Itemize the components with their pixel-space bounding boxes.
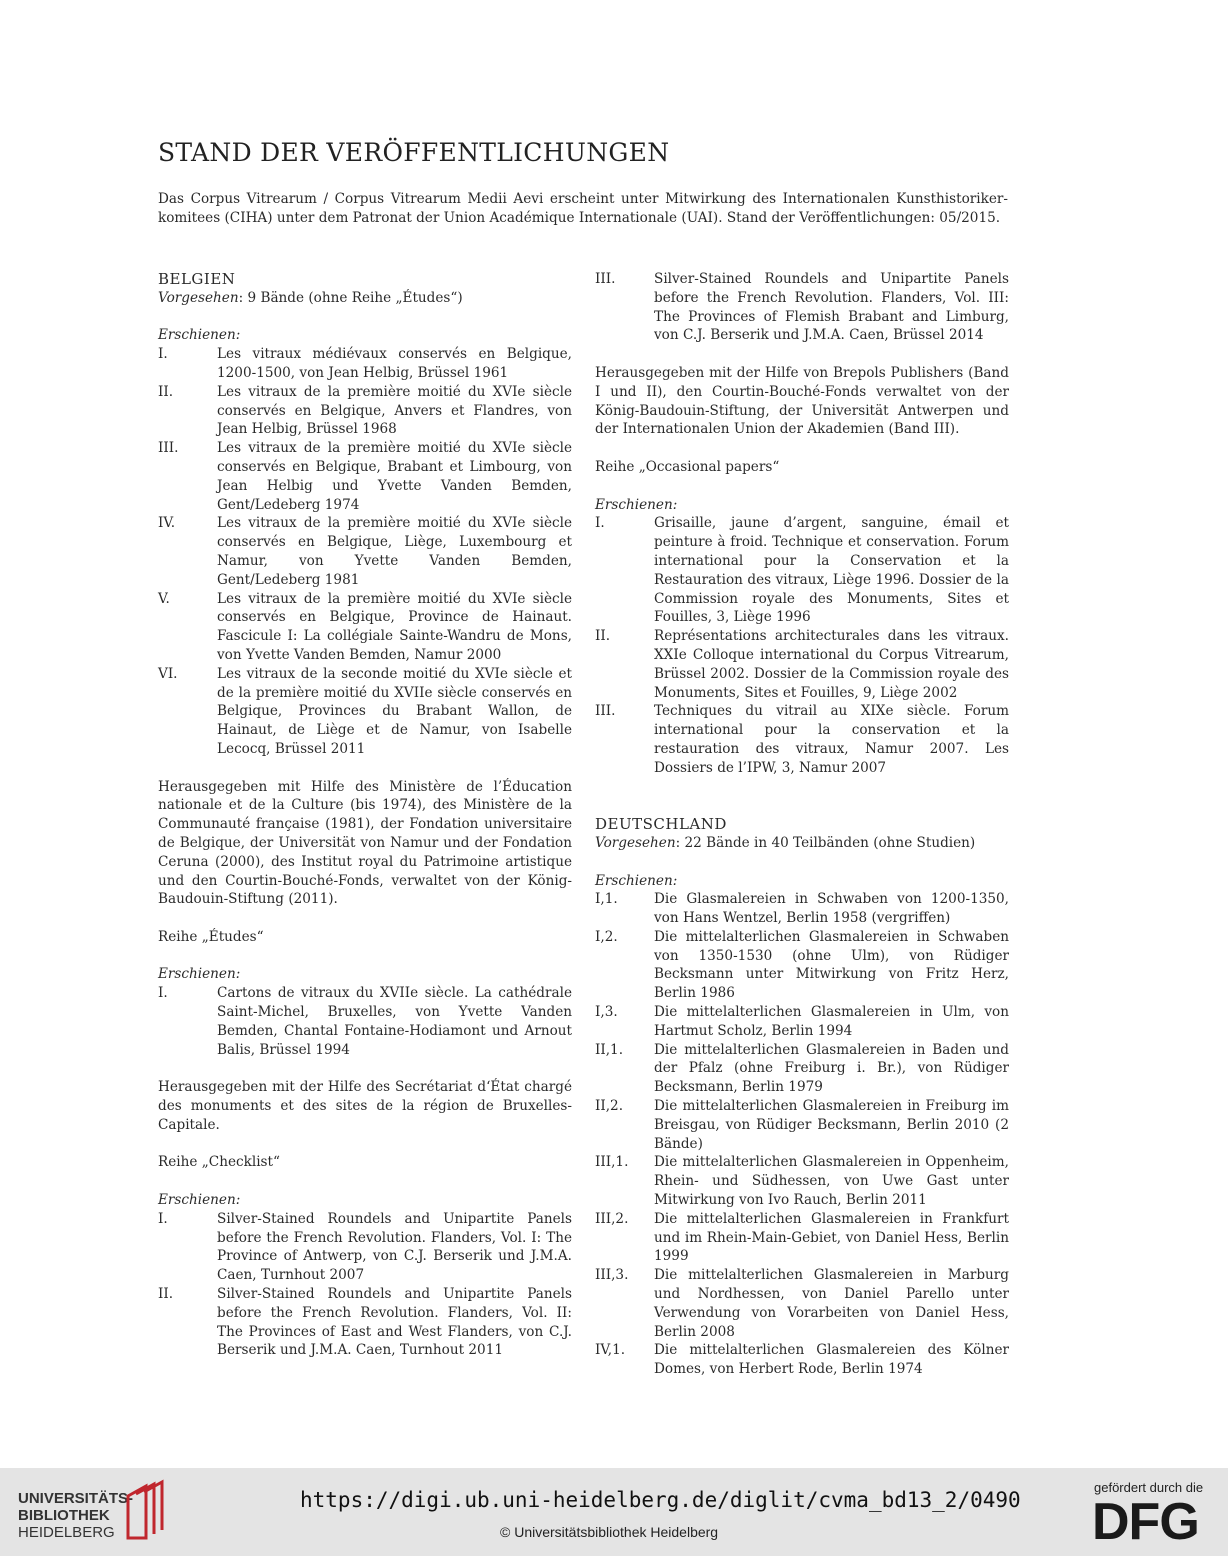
deutschland-list xyxy=(595,890,1009,1379)
published-label: Erschienen: xyxy=(158,327,241,344)
belgien-funding: Herausgegeben mit Hilfe des Ministère de l’Éducation nationale et de la Culture (bis 1974), des Ministère de la Communauté française (1981), der Fondation universitaire de Belgique, der Universität von Namur und der Fondation Ceruna (2000), des Institut royal du Patrimoine artistique und den Courtin-Bouché-Fonds, verwaltet von der König-Baudouin-Stiftung (2011). xyxy=(158,778,572,908)
item-number: II. xyxy=(595,628,611,645)
item-text: Silver-Stained Roundels and Unipartite Panels before the French Revolution. Flanders, Vol. II: The Provinces of East and West Flanders, von C.J. Berserik und J.M.A. Caen, Turnhout 2011 xyxy=(217,1286,572,1359)
item-text: Les vitraux de la première moitié du XVIe siècle conservés en Belgique, Anvers et Flandres, von Jean Helbig, Brüssel 1968 xyxy=(217,383,572,438)
item-text: Cartons de vitraux du XVIIe siècle. La cathédrale Saint-Michel, Bruxelles, von Yvette Vanden Bemden, Chantal Fontaine-Hodiamont und Arnout Balis, Brüssel 1994 xyxy=(217,985,572,1058)
logo-line: HEIDELBERG xyxy=(18,1524,115,1541)
planned-label: Vorgesehen xyxy=(595,834,676,851)
item-number: I. xyxy=(158,1210,168,1227)
intro-paragraph: Das Corpus Vitrearum / Corpus Vitrearum Medii Aevi erscheint unter Mitwirkung des Internationalen Kunsthistoriker-komitees (CIHA) unter dem Patronat der Union Académique Internationale (UAI). Stand der Veröffentlichungen: 05/2015. xyxy=(158,191,1008,226)
item-text: Silver-Stained Roundels and Unipartite Panels before the French Revolution. Flanders, Vol. I: The Province of Antwerp, von C.J. Berserik und J.M.A. Caen, Turnhout 2007 xyxy=(217,1210,572,1284)
planned-text: : 22 Bände in 40 Teilbänden (ohne Studien) xyxy=(675,834,976,851)
item-text: Die mittelalterlichen Glasmalereien in Baden und der Pfalz (ohne Freiburg i. Br.), von Rüdiger Becksmann, Berlin 1979 xyxy=(654,1041,1009,1096)
copyright-notice: © Universitätsbibliothek Heidelberg xyxy=(500,1524,719,1540)
item-number: III. xyxy=(595,271,616,287)
page-url-link[interactable]: https://digi.ub.uni-heidelberg.de/diglit/cvma_bd13_2/0490 xyxy=(300,1488,1021,1512)
list-item xyxy=(158,383,572,439)
item-number: I,2. xyxy=(595,928,618,945)
item-text: Les vitraux de la première moitié du XVIe siècle conservés en Belgique, Province de Hainaut. Fascicule I: La collégiale Sainte-Wandru de Mons, von Yvette Vanden Bemden, Namur 2000 xyxy=(217,590,572,663)
planned-text: : 9 Bände (ohne Reihe „Études“) xyxy=(238,289,463,306)
item-text: Les vitraux de la seconde moitié du XVIe siècle et de la première moitié du XVIIe siècle conservés en Belgique, Provinces du Brabant Wallon, de Hainaut, de Liège et de Namur, von Isabelle Lecocq, Brüssel 2011 xyxy=(217,665,572,757)
dfg-note: gefördert durch die xyxy=(1094,1480,1204,1495)
list-item xyxy=(595,1210,1009,1266)
item-number: V. xyxy=(158,590,170,607)
item-text: Die Glasmalereien in Schwaben von 1200-1350, von Hans Wentzel, Berlin 1958 (vergriffen) xyxy=(654,891,1009,927)
page-title: STAND DER VERÖFFENTLICHUNGEN xyxy=(158,138,670,167)
planned-volumes xyxy=(158,289,572,308)
list-item xyxy=(595,1266,1009,1341)
item-number: II. xyxy=(158,383,174,400)
list-item xyxy=(158,1210,572,1285)
item-text: Les vitraux de la première moitié du XVIe siècle conservés en Belgique, Brabant et Limbourg, von Jean Helbig und Yvette Vanden Bemden, Gent/Ledeberg 1974 xyxy=(217,440,572,513)
right-column xyxy=(595,270,1009,1379)
list-item xyxy=(158,984,572,1059)
section-heading-belgien: BELGIEN xyxy=(158,270,236,288)
library-logo[interactable] xyxy=(18,1490,133,1541)
item-number: IV. xyxy=(158,515,176,532)
item-text: Die mittelalterlichen Glasmalereien in Marburg und Nordhessen, von Daniel Parello unter Verwendung von Vorarbeiten von Daniel Hess, Berlin 2008 xyxy=(654,1267,1009,1340)
etudes-funding: Herausgegeben mit der Hilfe des Secrétariat d‘État chargé des monuments et des sites de la région de Bruxelles-Capitale. xyxy=(158,1079,572,1133)
item-number: I,3. xyxy=(595,1004,618,1021)
item-text: Silver-Stained Roundels and Unipartite Panels before the French Revolution. Flanders, Vol. III: The Provinces of Flemish Brabant and Limburg, von C.J. Berserik und J.M.A. Caen, Brüssel 2014 xyxy=(654,271,1009,344)
planned-volumes xyxy=(595,834,1009,853)
item-number: II. xyxy=(158,1286,174,1303)
occasional-published-label: Erschienen: xyxy=(595,496,678,513)
list-item xyxy=(595,1153,1009,1209)
footer-bar xyxy=(0,1468,1228,1556)
item-number: I. xyxy=(595,515,605,532)
item-number: I. xyxy=(158,985,168,1002)
list-item xyxy=(595,514,1009,627)
item-text: Die mittelalterlichen Glasmalereien in Oppenheim, Rhein- und Südhessen, von Uwe Gast unter Mitwirkung von Ivo Rauch, Berlin 2011 xyxy=(654,1154,1009,1209)
item-text: Die mittelalterlichen Glasmalereien in Schwaben von 1350-1530 (ohne Ulm), von Rüdiger Becksmann unter Mitwirkung von Fritz Herz, Berlin 1986 xyxy=(654,928,1009,1002)
item-number: II,2. xyxy=(595,1098,624,1115)
etudes-published-label: Erschienen: xyxy=(158,966,241,983)
list-item xyxy=(595,1041,1009,1097)
item-number: III,1. xyxy=(595,1154,629,1171)
etudes-heading: Reihe „Études“ xyxy=(158,928,264,945)
checklist-published-label: Erschienen: xyxy=(158,1192,241,1209)
list-item xyxy=(158,345,572,383)
item-text: Techniques du vitrail au XIXe siècle. Forum international pour la conservation et la restauration des vitraux, Namur 2007. Les Dossiers de l’IPW, 3, Namur 2007 xyxy=(654,703,1009,776)
item-text: Die mittelalterlichen Glasmalereien in Ulm, von Hartmut Scholz, Berlin 1994 xyxy=(654,1004,1009,1039)
item-text: Die mittelalterlichen Glasmalereien des Kölner Domes, von Herbert Rode, Berlin 1974 xyxy=(654,1342,1009,1378)
belgien-list xyxy=(158,345,572,759)
checklist-heading: Reihe „Checklist“ xyxy=(158,1154,280,1171)
item-number: II,1. xyxy=(595,1041,624,1058)
logo-line: UNIVERSITÄTS- xyxy=(18,1490,134,1507)
list-item xyxy=(595,270,1009,345)
published-label: Erschienen: xyxy=(595,872,678,889)
item-number: I. xyxy=(158,346,168,363)
item-number: I,1. xyxy=(595,891,618,908)
list-item xyxy=(595,1341,1009,1379)
section-heading-deutschland: DEUTSCHLAND xyxy=(595,815,727,834)
item-text: Les vitraux de la première moitié du XVIe siècle conservés en Belgique, Liège, Luxembourg et Namur, von Yvette Vanden Bemden, Gent/Ledeberg 1981 xyxy=(217,515,572,588)
dfg-logo[interactable]: DFG xyxy=(1092,1493,1199,1551)
item-number: III. xyxy=(595,703,616,720)
list-item xyxy=(595,1097,1009,1153)
list-item xyxy=(595,890,1009,928)
item-number: III. xyxy=(158,440,179,457)
item-text: Die mittelalterlichen Glasmalereien in Freiburg im Breisgau, von Rüdiger Becksmann, Berlin 2010 (2 Bände) xyxy=(654,1098,1009,1152)
list-item xyxy=(158,1285,572,1360)
list-item xyxy=(595,928,1009,1003)
item-text: Les vitraux médiévaux conservés en Belgique, 1200-1500, von Jean Helbig, Brüssel 1961 xyxy=(217,346,572,381)
item-text: Représentations architecturales dans les vitraux. XXIe Colloque international du Corpus Vitrearum, Brüssel 2002. Dossier de la Commission royale des Monuments, Sites et Fouilles, 9, Liège 2002 xyxy=(654,628,1009,701)
list-item xyxy=(158,514,572,589)
list-item xyxy=(595,702,1009,777)
occasional-heading: Reihe „Occasional papers“ xyxy=(595,458,780,475)
list-item xyxy=(595,627,1009,702)
library-emblem-icon xyxy=(124,1478,170,1542)
checklist-funding: Herausgegeben mit der Hilfe von Brepols Publishers (Band I und II), den Courtin-Bouché-Fonds verwaltet von der König-Baudouin-Stiftung, der Universität Antwerpen und der Internationalen Union der Akademien (Band III). xyxy=(595,364,1009,438)
item-text: Die mittelalterlichen Glasmalereien in Frankfurt und im Rhein-Main-Gebiet, von Daniel Hess, Berlin 1999 xyxy=(654,1210,1009,1265)
item-number: III,2. xyxy=(595,1210,629,1227)
item-number: III,3. xyxy=(595,1267,629,1284)
left-column xyxy=(158,270,572,1360)
item-text: Grisaille, jaune d’argent, sanguine, émail et peinture à froid. Technique et conservation. Forum international pour la Conservation et la Restauration des vitraux, Liège 1996. Dossier de la Commission royale des Monuments, Sites et Fouilles, 3, Liège 1996 xyxy=(654,515,1009,626)
planned-label: Vorgesehen xyxy=(158,289,239,306)
item-number: VI. xyxy=(158,665,178,682)
list-item xyxy=(158,590,572,665)
logo-line: BIBLIOTHEK xyxy=(18,1507,110,1524)
list-item xyxy=(595,1003,1009,1041)
item-number: IV,1. xyxy=(595,1342,626,1359)
list-item xyxy=(158,665,572,759)
list-item xyxy=(158,439,572,514)
